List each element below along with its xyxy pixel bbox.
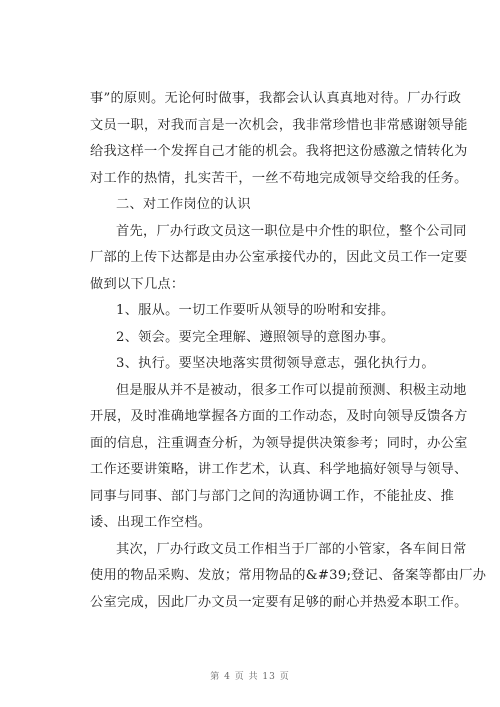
text-line: 工作还要讲策略，讲工作艺术，认真、科学地搞好领导与领导、 xyxy=(90,462,468,477)
text-line: 首先，厂办行政文员这一职位是中介性的职位，整个公司同 xyxy=(116,223,467,239)
text-line: 事”的原则。无论何时做事，我都会认认真真地对待。厂办行政 xyxy=(90,91,462,106)
text-line: 但是服从并不是被动，很多工作可以提前预测、积极主动地 xyxy=(116,382,467,398)
text-line: 使用的物品采购、发放；常用物品的&#39;登记、备案等都由厂办 xyxy=(90,568,487,583)
section-heading: 二、对工作岗位的认识 xyxy=(116,197,251,212)
list-item: 3、执行。要坚决地落实贯彻领导意志，强化执行力。 xyxy=(116,356,435,371)
text-line: 面的信息，注重调查分析，为领导提供决策参考；同时，办公室 xyxy=(90,435,468,451)
page-footer: 第 4 页 共 13 页 xyxy=(210,672,290,682)
text-line: 给我这样一个发挥自己才能的机会。我将把这份感激之情转化为 xyxy=(90,144,468,159)
text-line: 诿、出现工作空档。 xyxy=(90,515,212,530)
text-line: 同事与同事、部门与部门之间的沟通协调工作，不能扯皮、推 xyxy=(90,488,455,504)
text-line: 其次，厂办行政文员工作相当于厂部的小管家，各车间日常 xyxy=(116,541,467,557)
list-item: 2、领会。要完全理解、遵照领导的意图办事。 xyxy=(116,329,395,345)
text-line: 做到以下几点： xyxy=(90,276,185,292)
text-line: 文员一职，对我而言是一次机会，我非常珍惜也非常感谢领导能 xyxy=(90,117,468,133)
text-line: 公室完成，因此厂办文员一定要有足够的耐心并热爱本职工作。 xyxy=(90,594,468,610)
list-item: 1、服从。一切工作要听从领导的吩咐和安排。 xyxy=(116,303,395,318)
text-line: 厂部的上传下达都是由办公室承接代办的，因此文员工作一定要 xyxy=(90,250,468,265)
body-text xyxy=(90,86,487,616)
text-line: 对工作的热情，扎实苦干，一丝不苟地完成领导交给我的任务。 xyxy=(90,170,468,186)
text-line: 开展，及时准确地掌握各方面的工作动态，及时向领导反馈各方 xyxy=(90,409,468,424)
